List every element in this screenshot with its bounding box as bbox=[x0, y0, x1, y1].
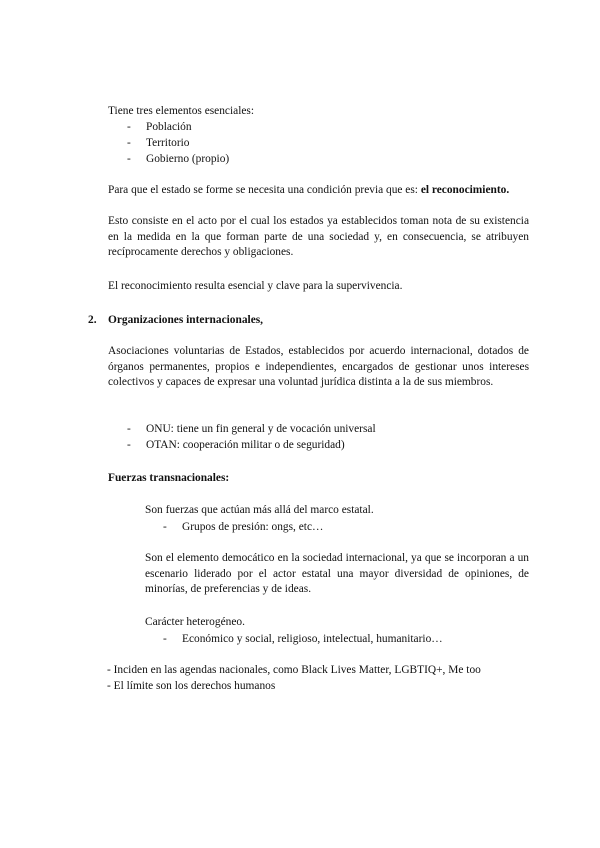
bullet-dash: - bbox=[127, 439, 131, 451]
section-number: 2. bbox=[88, 314, 97, 326]
list-item-text: Económico y social, religioso, intelectual, humanitario… bbox=[182, 633, 443, 645]
heterogeneous-paragraph: Carácter heterogéneo. bbox=[145, 616, 245, 628]
list-item-text: ONU: tiene un fin general y de vocación universal bbox=[146, 423, 376, 435]
bullet-dash: - bbox=[127, 423, 131, 435]
subsection-heading: Fuerzas transnacionales: bbox=[108, 472, 230, 484]
bullet-dash: - bbox=[163, 521, 167, 533]
footer-line: - El límite son los derechos humanos bbox=[107, 680, 276, 692]
recognition-text: Para que el estado se forme se necesita una condición previa que es: bbox=[108, 184, 421, 196]
bullet-dash: - bbox=[127, 121, 131, 133]
survival-paragraph: El reconocimiento resulta esencial y clave para la supervivencia. bbox=[108, 280, 403, 292]
recognition-paragraph bbox=[108, 183, 529, 199]
section-heading: Organizaciones internacionales, bbox=[108, 314, 264, 326]
list-item-text: OTAN: cooperación militar o de seguridad) bbox=[146, 439, 345, 451]
list-item-text: Territorio bbox=[146, 137, 190, 149]
forces-paragraph: Son fuerzas que actúan más allá del marco estatal. bbox=[145, 504, 374, 516]
recognition-bold: el reconocimiento. bbox=[420, 184, 510, 196]
list-item-text: Grupos de presión: ongs, etc… bbox=[182, 521, 324, 533]
bullet-dash: - bbox=[127, 153, 131, 165]
list-item-text: Población bbox=[146, 121, 192, 133]
intro-text: Tiene tres elementos esenciales: bbox=[108, 105, 255, 117]
list-item-text: Gobierno (propio) bbox=[146, 153, 230, 165]
definition-paragraph: Esto consiste en el acto por el cual los estados ya establecidos toman nota de su existencia en la medida en la que forman parte de una sociedad y, en consecuencia, se atribuyen recíprocamente derechos y obligaciones. bbox=[108, 215, 529, 258]
bullet-dash: - bbox=[127, 137, 131, 149]
footer-line: - Inciden en las agendas nacionales, como Black Lives Matter, LGBTIQ+, Me too bbox=[107, 664, 481, 676]
organizations-paragraph: Asociaciones voluntarias de Estados, establecidos por acuerdo internacional, dotados de órganos permanentes, propios e independientes, encargados de gestionar unos intereses colectivos y capaces de expresar una voluntad jurídica distinta a la de sus miembros. bbox=[108, 345, 529, 388]
democratic-paragraph: Son el elemento democático en la sociedad internacional, ya que se incorporan a un escenario liderado por el actor estatal una mayor diversidad de opiniones, de minorías, de preferencias y de ideas. bbox=[145, 552, 529, 595]
bullet-dash: - bbox=[163, 633, 167, 645]
